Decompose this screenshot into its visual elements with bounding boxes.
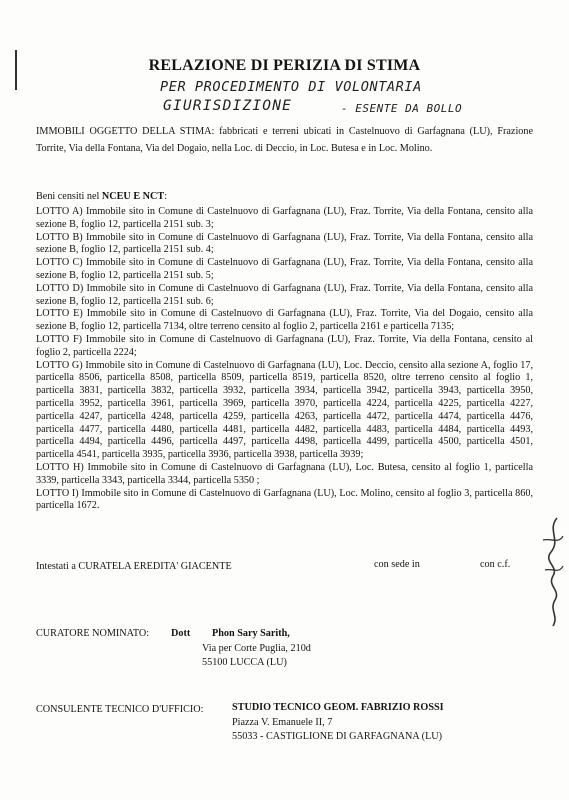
census-prefix: Beni censiti nel — [36, 191, 100, 202]
consulente-name: STUDIO TECNICO GEOM. FABRIZIO ROSSI — [232, 702, 444, 713]
lot-item: LOTTO I) Immobile sito in Comune di Castelnuovo di Garfagnana (LU), Loc. Molino, censito al foglio 3, particella 860, particella 1672. — [36, 487, 533, 512]
lot-item: LOTTO D) Immobile sito in Comune di Castelnuovo di Garfagnana (LU), Fraz. Torrite, Via della Fontana, censito alla sezione B, foglio 12, particella 2151 sub. 6; — [36, 282, 533, 307]
curatore-address-1: Via per Corte Puglia, 210d — [202, 643, 311, 654]
census-heading — [36, 191, 167, 202]
lot-item: LOTTO E) Immobile sito in Comune di Castelnuovo di Garfagnana (LU), Fraz. Torrite, Via del Dogaio, censito alla sezione B, foglio 12, particella 7134, oltre terreno censito al foglio 2, particella 2161 e particella 7135; — [36, 308, 533, 333]
handwritten-note-line-2: GIURISDIZIONE — [163, 98, 293, 114]
consulente-address-1: Piazza V. Emanuele II, 7 — [232, 717, 333, 728]
handwritten-note-line-3: - ESENTE DA BOLLO — [341, 102, 463, 115]
lot-item: LOTTO G) Immobile sito in Comune di Castelnuovo di Garfagnana (LU), Loc. Deccio, censito alla sezione A, foglio 17, particella 8506, particella 8508, particella 8509, particella 8519, particella 8520, oltre terreno censito al foglio 1, particella 3831, particella 3832, particella 3932, particella 3934, particella 3942, particella 3943, particella 3950, particella 3952, particella 3961, particella 3969, particella 3970, particella 4224, particella 4225, particella 4227, particella 4247, particella 4248, particella 4259, particella 4263, particella 4472, particella 4474, particella 4476, particella 4477, particella 4480, particella 4481, particella 4482, particella 4483, particella 4484, particella 4493, particella 4494, particella 4496, particella 4497, particella 4498, particella 4499, particella 4500, particella 4501, particella 4541, particella 3935, particella 3936, particella 3938, particella 3939; — [36, 359, 533, 461]
lots-list — [36, 206, 533, 513]
intestati-label: Intestati a CURATELA EREDITA' GIACENTE — [36, 561, 232, 572]
census-suffix: : — [164, 191, 168, 202]
consulente-address-2: 55033 - CASTIGLIONE DI GARFAGNANA (LU) — [232, 731, 443, 742]
lot-item: LOTTO C) Immobile sito in Comune di Castelnuovo di Garfagnana (LU), Fraz. Torrite, Via della Fontana, censito alla sezione B, foglio 12, particella 2151 sub. 5; — [36, 257, 533, 281]
lot-item: LOTTO H) Immobile sito in Comune di Castelnuovo di Garfagnana (LU), Loc. Butesa, censito al foglio 1, particella 3339, particella 3343, particella 3344, particella 5350 ; — [36, 461, 533, 486]
intestati-sede: con sede in — [374, 559, 420, 570]
consulente-label: CONSULENTE TECNICO D'UFFICIO: — [36, 704, 204, 715]
lot-item: LOTTO F) Immobile sito in Comune di Castelnuovo di Garfagnana (LU), Fraz. Torrite, Via della Fontana, censito al foglio 2, particella 2224; — [36, 333, 533, 358]
curatore-title: Dott — [171, 628, 191, 639]
lot-item: LOTTO A) Immobile sito in Comune di Castelnuovo di Garfagnana (LU), Fraz. Torrite, Via della Fontana, censito alla sezione B, foglio 12, particella 2151 sub. 3; — [36, 206, 533, 230]
intro-paragraph: IMMOBILI OGGETTO DELLA STIMA: fabbricati e terreni ubicati in Castelnuovo di Garfagnana (LU), Frazione Torrite, Via della Fontana, Via del Dogaio, nella Loc. di Deccio, in Loc. Butesa e in Loc. Molino. — [36, 126, 533, 154]
document-title: RELAZIONE DI PERIZIA DI STIMA — [148, 57, 421, 74]
intestati-cf: con c.f. — [480, 559, 511, 570]
census-bold: NCEU E NCT — [101, 191, 165, 202]
curatore-address-2: 55100 LUCCA (LU) — [202, 657, 287, 668]
handwritten-note-line-1: PER PROCEDIMENTO DI VOLONTARIA — [160, 79, 422, 95]
curatore-label: CURATORE NOMINATO: — [36, 628, 150, 639]
handwritten-signature — [537, 510, 567, 630]
curatore-name: Phon Sary Sarith, — [212, 628, 290, 639]
lot-item: LOTTO B) Immobile sito in Comune di Castelnuovo di Garfagnana (LU), Fraz. Torrite, Via della Fontana, censito alla sezione B, foglio 12, particella 2151 sub. 4; — [36, 231, 533, 256]
